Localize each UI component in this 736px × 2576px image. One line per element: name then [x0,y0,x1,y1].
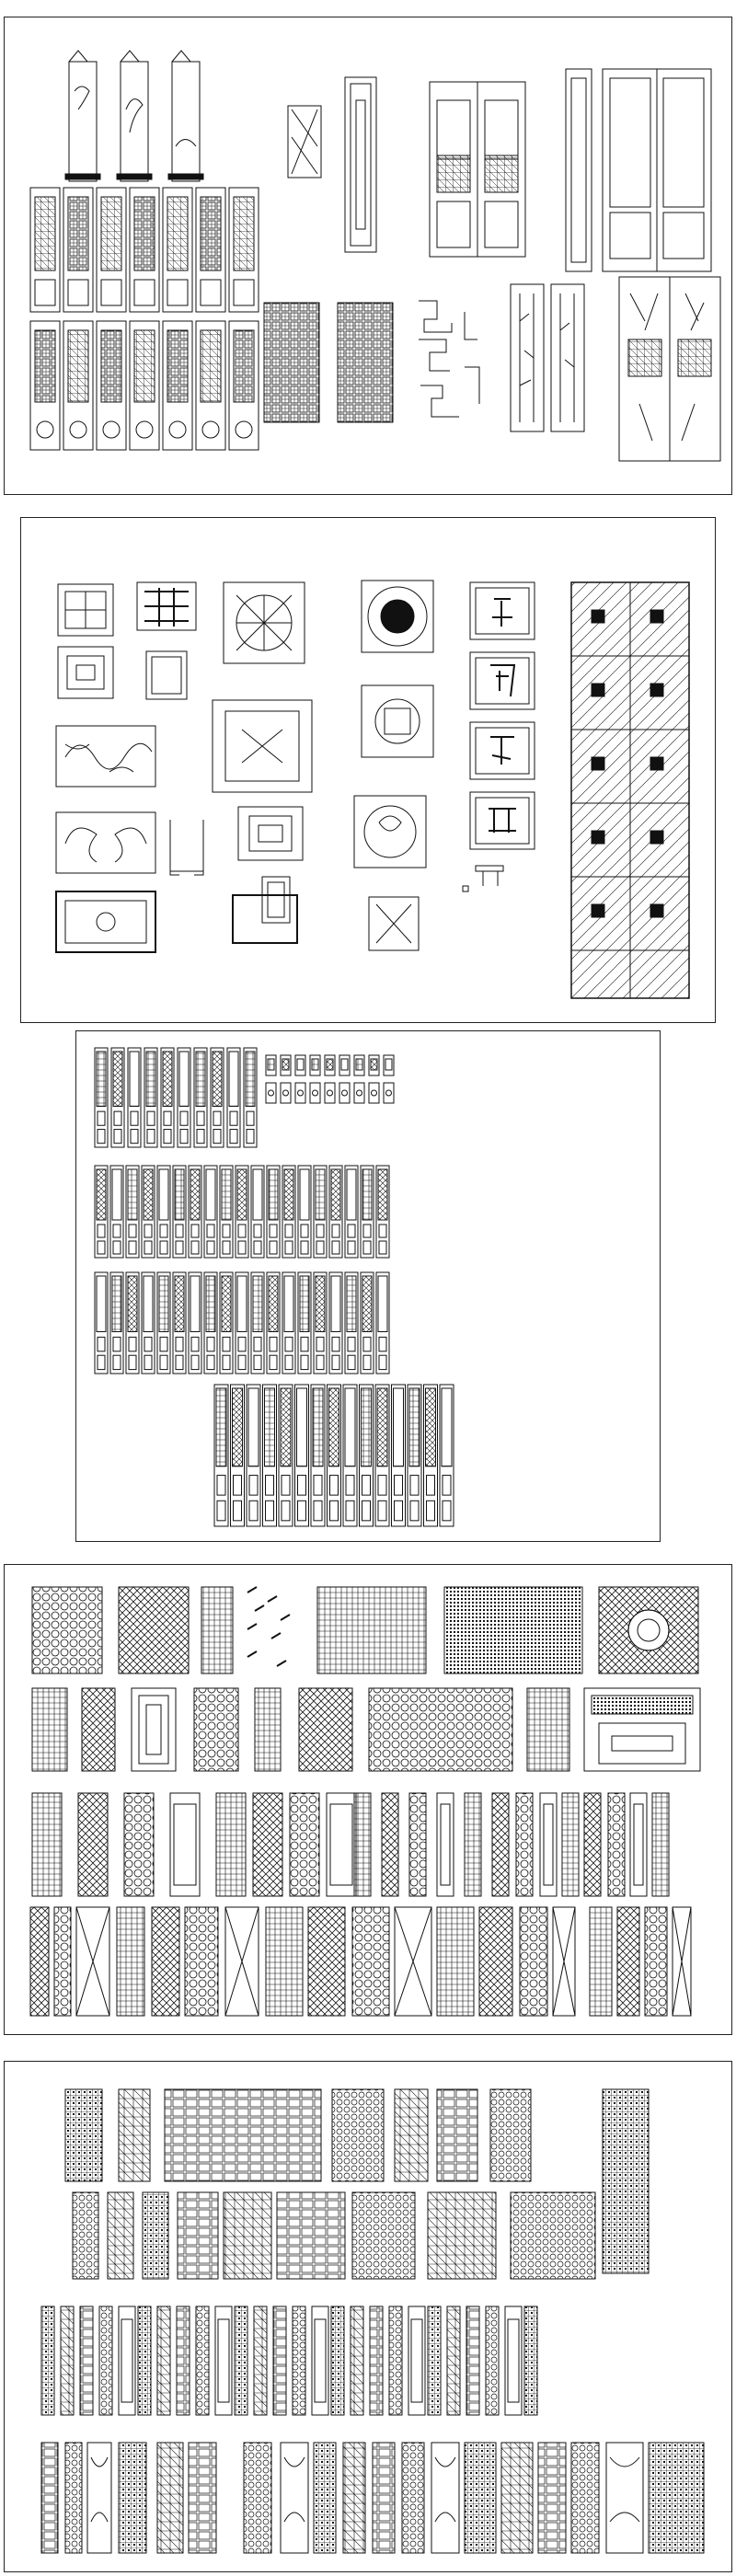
border-strip [466,2306,479,2415]
lattice-panels [32,1688,700,1771]
scroll-corner-pieces [56,726,203,952]
border-strip [428,2306,441,2415]
door-panel [95,1048,108,1147]
door-panel [189,1166,201,1258]
door-panel [298,1272,311,1374]
door-panel [111,1048,124,1147]
latticed-screen [54,1907,71,2016]
door-panel [343,1385,357,1526]
carved-panel [189,2443,216,2553]
door-panel [376,1166,389,1258]
border-strip [524,2306,537,2415]
narrow-border-strips [41,2306,537,2415]
border-strip [253,1793,282,1896]
border-strip [382,1793,398,1896]
door-panel [95,1272,108,1374]
latticed-screen [395,1907,431,2016]
door-panel [282,1166,295,1258]
door-panel [424,1385,438,1526]
border-strip [312,2306,328,2415]
door-panel [361,1166,374,1258]
door-panel [267,1272,280,1374]
latticed-screen [266,1907,303,2016]
latticed-screen [225,1907,259,2016]
latticed-screen [590,1907,612,2016]
drawing-sheet-4 [4,1564,732,2035]
door-panel [189,1272,201,1374]
carved-lattice-door-panels-row-2 [30,321,259,450]
door-panel [142,1272,155,1374]
border-strip [447,2306,460,2415]
panel-insert [281,1055,291,1103]
square-ornament-tiles [58,582,312,792]
drawing-sheet-1 [4,17,732,495]
door-panel [251,1272,264,1374]
border-strip [505,2306,522,2415]
door-panel [214,1385,228,1526]
door-panel [295,1385,309,1526]
door-panel [360,1385,374,1526]
latticed-screen [352,1907,389,2016]
door-panel [247,1385,260,1526]
border-strip [465,1793,481,1896]
latticed-screen [152,1907,179,2016]
door-panel [204,1272,217,1374]
door-panel [227,1048,240,1147]
border-strip [370,2306,383,2415]
door-panel [375,1385,389,1526]
latticed-screen [645,1907,667,2016]
door-panel [194,1048,207,1147]
latticed-panels-middle [73,2192,595,2279]
border-strip [273,2306,286,2415]
door-panel [345,1272,358,1374]
carved-panel [343,2443,365,2553]
drawing-sheet-2 [20,517,716,1023]
door-panel [298,1166,311,1258]
carved-lattice-door-panels-row-1 [30,188,259,312]
border-strip [124,1793,154,1896]
door-panel [392,1385,406,1526]
door-panel [173,1166,186,1258]
panel-insert [369,1055,379,1103]
door-panel [173,1272,186,1374]
carved-panel [465,2443,496,2553]
latticed-screen [30,1907,49,2016]
carved-panel [649,2443,704,2553]
carved-panel [87,2443,111,2553]
border-strip [630,1793,647,1896]
latticed-screen [479,1907,512,2016]
double-door-elevations [430,69,711,271]
door-panel [236,1272,248,1374]
latticed-screen [117,1907,144,2016]
border-strip [584,1793,601,1896]
door-panel [440,1385,454,1526]
carved-panel [244,2443,271,2553]
border-strip [254,2306,267,2415]
door-panel [157,1166,170,1258]
dense-pattern-swatches [32,1587,698,1673]
door-panel [144,1048,157,1147]
border-strip [61,2306,74,2415]
carved-panel [571,2443,599,2553]
panel-insert [354,1055,364,1103]
door-panel [328,1385,341,1526]
panel-insert [295,1055,305,1103]
diagonal-lattice-screen [571,582,689,998]
door-panel [329,1272,342,1374]
hanging-scroll-panels [65,51,203,181]
border-strip [492,1793,509,1896]
border-strip [351,2306,363,2415]
border-strip [562,1793,579,1896]
door-panel [345,1166,358,1258]
border-strip [331,2306,344,2415]
door-panel [244,1048,257,1147]
border-strip [138,2306,151,2415]
border-strip [41,2306,54,2415]
round-medallions [233,581,433,943]
border-strip [327,1793,356,1896]
latticed-screen [308,1907,345,2016]
door-panel [361,1272,374,1374]
small-panel-inserts [266,1055,394,1103]
carved-panel [314,2443,336,2553]
latticed-screen [673,1907,691,2016]
door-panel [251,1166,264,1258]
door-panel [95,1166,108,1258]
border-strip [408,2306,425,2415]
door-panel [314,1272,327,1374]
carved-motif-panels [41,2443,704,2553]
drawing-sheet-5 [4,2061,732,2572]
tall-lattice-door-panels [95,1048,454,1526]
door-panel [282,1272,295,1374]
latticed-screen [617,1907,639,2016]
door-panel [263,1385,277,1526]
door-panel [204,1166,217,1258]
latticed-screen [520,1907,547,2016]
bamboo-pattern-panels [511,277,720,461]
window-lattice-panels [288,77,376,252]
border-strip [119,2306,135,2415]
border-strip [354,1793,371,1896]
door-panel [408,1385,421,1526]
panel-insert [384,1055,394,1103]
border-strip [215,2306,232,2415]
door-panel [126,1272,139,1374]
latticed-screen [185,1907,218,2016]
narrow-border-strips [32,1793,669,1896]
door-panel [314,1166,327,1258]
panel-insert [310,1055,320,1103]
border-strip [540,1793,557,1896]
carved-panel [157,2443,183,2553]
border-strip [437,1793,454,1896]
door-panel [267,1166,280,1258]
border-strip [608,1793,625,1896]
latticed-screen [76,1907,109,2016]
border-strip [486,2306,499,2415]
carved-panel [402,2443,424,2553]
carved-panel [281,2443,308,2553]
carved-panel [41,2443,58,2553]
carved-panel [431,2443,459,2553]
panel-insert [266,1055,276,1103]
door-panel [376,1272,389,1374]
border-strip [216,1793,246,1896]
latticed-screen [437,1907,474,2016]
door-panel [279,1385,293,1526]
border-strip [32,1793,62,1896]
door-panel [220,1166,233,1258]
border-strip [293,2306,305,2415]
door-panel [311,1385,325,1526]
border-strip [290,1793,319,1896]
carved-panel [501,2443,533,2553]
border-strip [389,2306,402,2415]
carved-panel [373,2443,395,2553]
border-strip [78,1793,108,1896]
door-panel [161,1048,174,1147]
panel-insert [325,1055,335,1103]
window-lattice-frames [264,301,479,422]
carved-panel [119,2443,146,2553]
door-panel [211,1048,224,1147]
door-panel [236,1166,248,1258]
panel-insert [339,1055,350,1103]
door-panel [142,1166,155,1258]
door-panel [110,1166,123,1258]
door-panel [157,1272,170,1374]
door-panel [231,1385,245,1526]
border-strip [235,2306,247,2415]
border-strip [99,2306,112,2415]
border-strip [170,1793,200,1896]
latticed-screens [30,1907,691,2016]
door-panel [178,1048,190,1147]
border-strip [157,2306,170,2415]
border-strip [177,2306,190,2415]
calligraphy-tiles [369,582,535,950]
border-strip [80,2306,93,2415]
border-strip [516,1793,533,1896]
border-strip [409,1793,426,1896]
drawing-sheet-3 [75,1030,661,1542]
door-panel [329,1166,342,1258]
carved-panel [538,2443,566,2553]
carved-panel [606,2443,643,2553]
door-panel [128,1048,141,1147]
door-panel [110,1272,123,1374]
carved-panel [65,2443,82,2553]
border-strip [652,1793,669,1896]
door-panel [126,1166,139,1258]
door-panel [220,1272,233,1374]
border-strip [196,2306,209,2415]
latticed-screen [553,1907,575,2016]
